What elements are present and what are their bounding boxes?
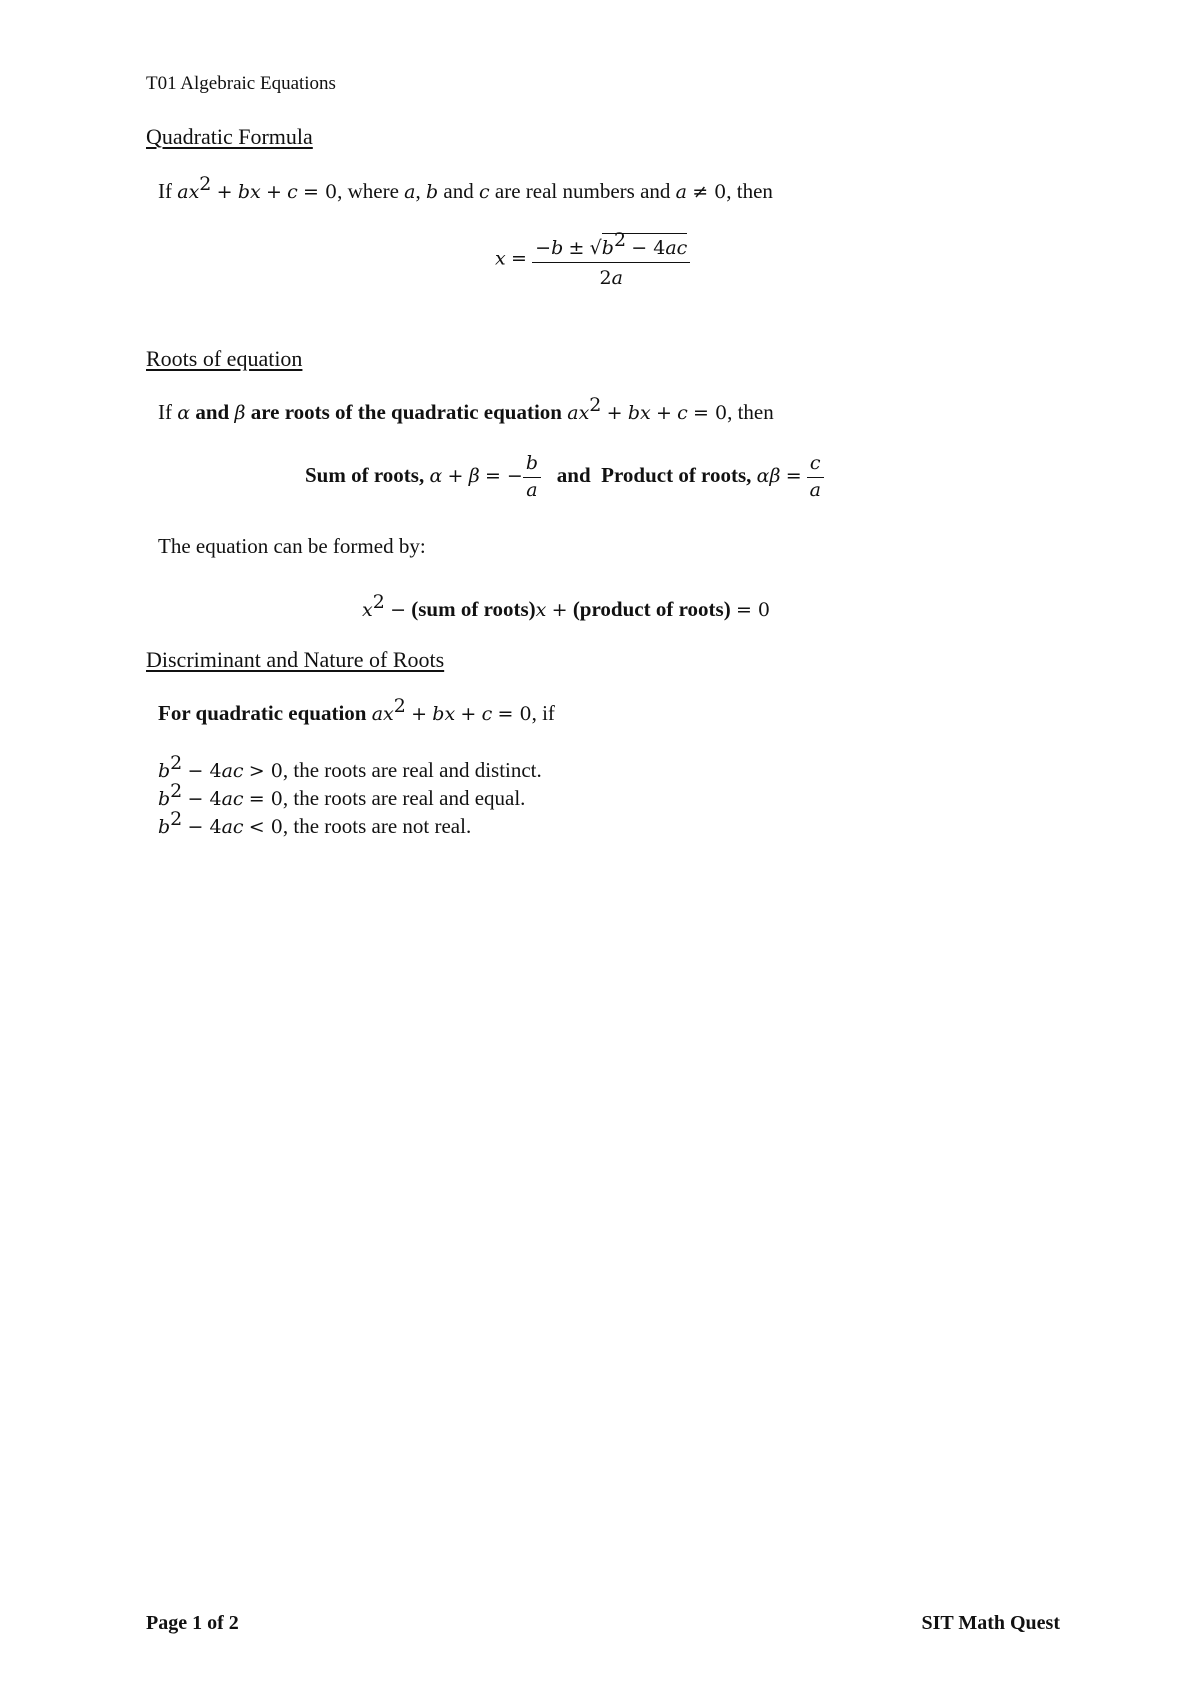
quadratic-formula-fraction: $\frac{-b \pm √b^2 - 4ac}{2a}$ xyxy=(532,229,690,291)
sum-product-of-roots-equation: Sum of roots, α + β = − $\frac{b}{a}$ and Product of roots, αβ = $\frac{c}{a}$ xyxy=(305,452,824,503)
discriminant-intro-text: For quadratic equation xyxy=(158,701,367,725)
discriminant-case-negative: $b^2 - 4ac < 0$, the roots are not real. xyxy=(158,808,472,838)
section-title-discriminant: Discriminant and Nature of Roots xyxy=(146,647,445,672)
formed-sum-term: (sum of roots) xyxy=(411,597,536,621)
formed-product-term: (product of roots) xyxy=(572,597,731,621)
quadratic-formula-equation: x = $\frac{-b \pm √b^2 - 4ac}{2a}$ xyxy=(495,229,690,291)
and-label: and xyxy=(556,463,591,488)
footer-brand: SIT Math Quest xyxy=(921,1612,1060,1634)
roots-condition-line: If α and β are roots of the quadratic equation $ax^2$ + bx + c = 0, then xyxy=(158,394,774,424)
document-header: T01 Algebraic Equations xyxy=(146,73,336,94)
sum-of-roots-label: Sum of roots, xyxy=(305,463,425,488)
discriminant-intro-line: For quadratic equation $ax^2$ + bx + c = 0, if xyxy=(158,695,555,725)
discriminant-case-positive: $b^2 - 4ac > 0$, the roots are real and distinct. xyxy=(158,752,542,782)
equation-formed-text: The equation can be formed by: xyxy=(158,534,426,558)
discriminant-case-zero: $b^2 - 4ac = 0$, the roots are real and equal. xyxy=(158,780,526,810)
section-title-roots-of-equation: Roots of equation xyxy=(146,346,303,371)
quadratic-condition-line: If $ax^2$ + bx + c = 0, where a, b and c are real numbers and a ≠ 0, then xyxy=(158,173,773,203)
page-number: Page 1 of 2 xyxy=(146,1612,239,1634)
section-title-quadratic-formula: Quadratic Formula xyxy=(146,124,313,149)
formed-equation: $x^2 - (sum$ of roots)x + (product of roots) = 0 xyxy=(362,591,771,621)
sum-of-roots-fraction: $\frac{b}{a}$ xyxy=(523,452,541,503)
product-of-roots-fraction: $\frac{c}{a}$ xyxy=(807,452,824,503)
product-of-roots-label: Product of roots, xyxy=(601,463,752,488)
